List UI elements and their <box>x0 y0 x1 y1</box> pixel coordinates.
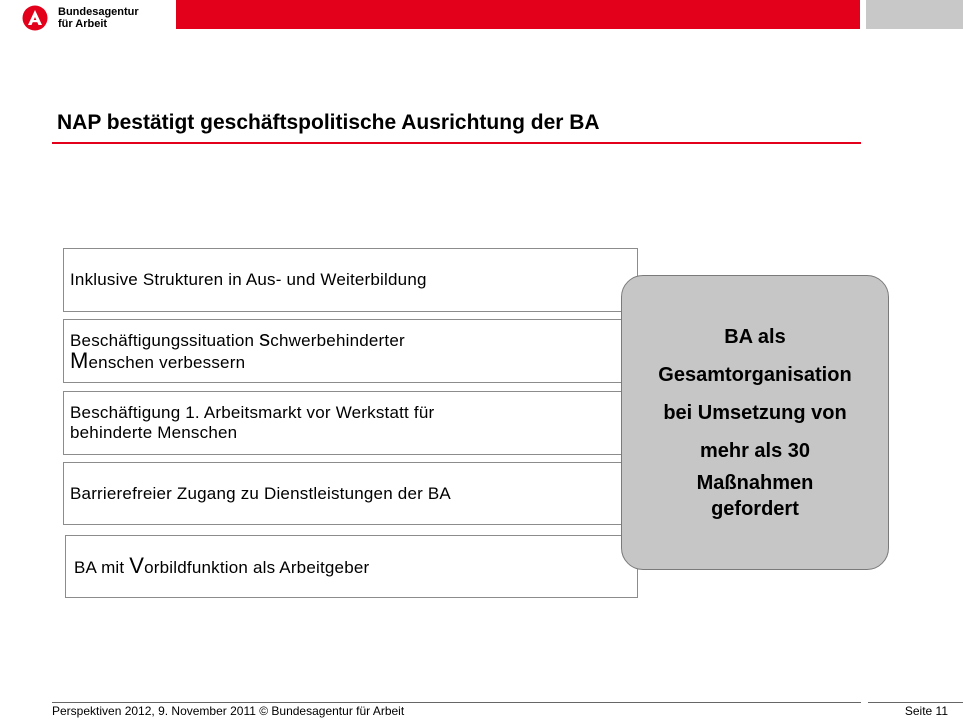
measure-2-part: enschen verbessern <box>88 353 246 372</box>
measure-box-5 <box>65 535 638 598</box>
measure-text-3 <box>70 403 434 443</box>
slide-title: NAP bestätigt geschäftspolitische Ausrichtung der BA <box>57 111 600 134</box>
measure-3-line1: Beschäftigung 1. Arbeitsmarkt vor Werkstatt für <box>70 403 435 422</box>
measure-2-part: s <box>259 326 271 351</box>
measure-text-2 <box>70 326 405 373</box>
measure-2-part: M <box>70 348 89 373</box>
callout-line-6: gefordert <box>711 497 799 520</box>
page-number: Seite 11 <box>904 704 948 718</box>
ba-callout-box <box>621 275 889 570</box>
measure-box-2 <box>63 319 638 383</box>
measure-2-part: Beschäftigungssituation <box>70 331 260 350</box>
callout-line-5: Maßnahmen <box>696 471 814 494</box>
measure-text-1: Inklusive Strukturen in Aus- und Weiterbildung <box>70 270 427 289</box>
callout-line-4: mehr als 30 <box>699 439 811 462</box>
footer-rule-right <box>868 702 963 703</box>
callout-line-2: Gesamtorganisation <box>658 363 852 386</box>
logo-line1: Bundesagentur <box>58 6 139 18</box>
ba-logo <box>22 5 172 33</box>
measure-5-part: V <box>129 552 145 578</box>
measure-2-part: chwerbehinderter <box>270 331 405 350</box>
callout-line-3: bei Umsetzung von <box>663 401 847 424</box>
measure-3-line2: behinderte Menschen <box>70 423 238 442</box>
footer-text: Perspektiven 2012, 9. November 2011 © Bundesagentur für Arbeit <box>52 704 405 718</box>
footer-rule <box>52 702 861 703</box>
measure-text-5 <box>74 552 370 578</box>
ba-logo-icon <box>22 5 48 31</box>
measure-5-part: orbildfunktion als Arbeitgeber <box>144 557 370 577</box>
title-underline <box>52 142 861 144</box>
measure-text-4: Barrierefreier Zugang zu Dienstleistungen der BA <box>70 483 451 503</box>
measure-box-3 <box>63 391 638 455</box>
logo-line2: für Arbeit <box>58 18 108 30</box>
header-grey-bar <box>866 0 963 29</box>
header-red-bar <box>176 0 860 29</box>
logo-wordmark <box>58 6 139 30</box>
measure-box-4 <box>63 462 638 525</box>
measure-box-1 <box>63 248 638 312</box>
measure-5-part: BA mit <box>74 557 130 577</box>
callout-line-1: BA als <box>724 325 786 348</box>
